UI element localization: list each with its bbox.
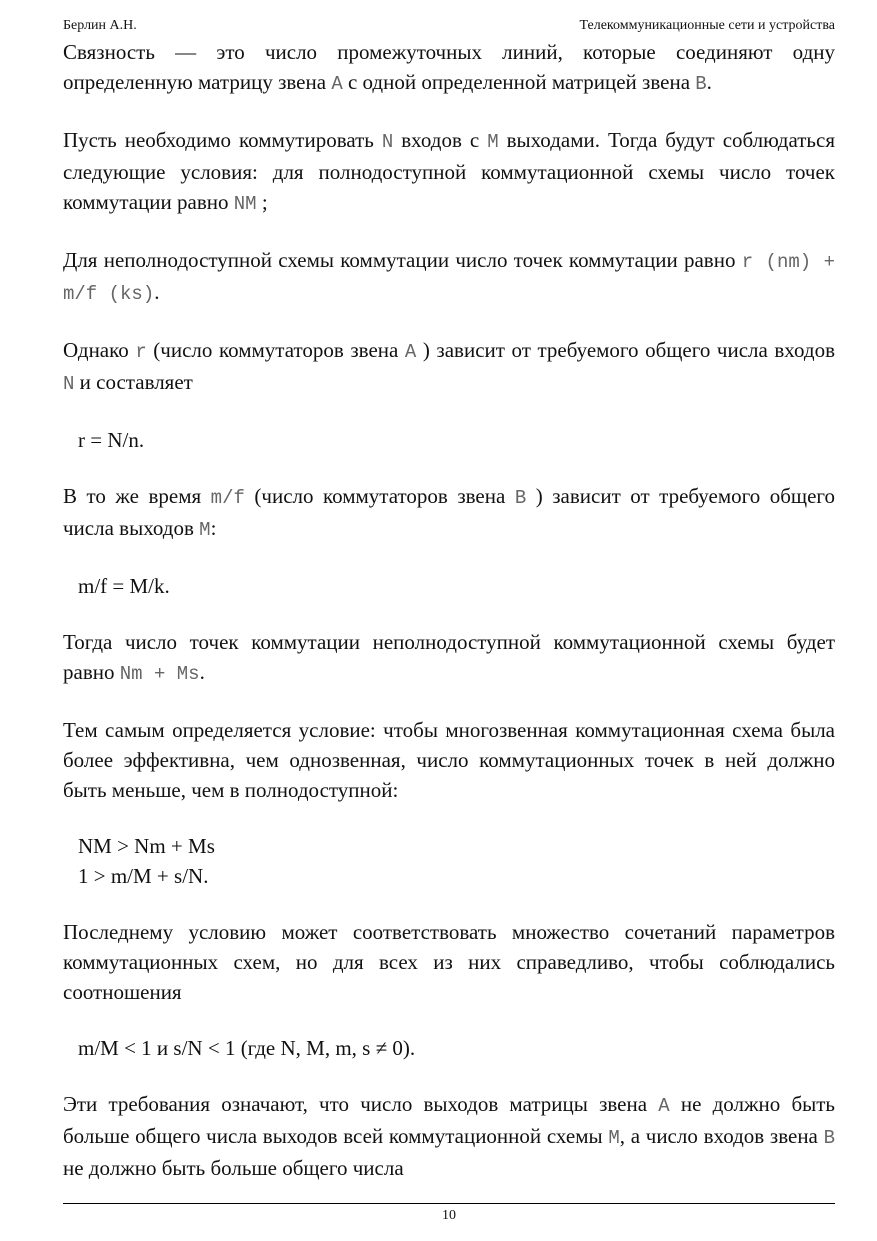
text-run: (число коммутаторов звена [244, 484, 515, 508]
formula-inequality-1: NM > Nm + Ms [78, 834, 215, 858]
text-run: Эти требования означают, что число выходов матрицы звена [63, 1092, 659, 1116]
code-term: m/f [210, 487, 245, 509]
formula-mf: m/f = M/k. [78, 574, 170, 598]
code-term: A [331, 73, 343, 95]
text-run: , а число входов звена [619, 1124, 824, 1148]
code-term: N [381, 131, 394, 153]
text-run: Связность — это число промежуточных линий, которые соединяют одну определенную матрицу звена [63, 40, 835, 94]
text-run: (число коммутаторов звена [146, 338, 405, 362]
page-number: 10 [442, 1208, 456, 1223]
text-run: и составляет [74, 370, 193, 394]
header-title: Телекоммуникационные сети и устройства [579, 18, 835, 33]
text-run: . [706, 70, 712, 94]
text-run: не должно быть больше общего числа [63, 1156, 404, 1180]
code-term: r [135, 341, 147, 363]
text-run: ) зависит от требуемого общего числа выходов [63, 484, 835, 540]
document-page [63, 0, 835, 1241]
running-header [63, 17, 835, 35]
header-author: Берлин А.Н. [63, 18, 137, 33]
code-term: M [487, 131, 499, 153]
text-run: выходами. Тогда будут соблюдаться следующие условия: для полнодоступной коммутационной схемы число точек коммутации равно [63, 128, 835, 214]
paragraph-connectivity [63, 37, 835, 99]
code-term: B [514, 487, 527, 509]
text-run: Для неполнодоступной схемы коммутации число точек коммутации равно [63, 248, 742, 272]
code-term: A [658, 1095, 670, 1117]
footer-divider [63, 1203, 835, 1204]
text-run: Пусть необходимо коммутировать [63, 128, 382, 152]
code-term: M [199, 519, 211, 541]
paragraph-r-depends [63, 335, 835, 399]
paragraph-mf-depends [63, 481, 835, 545]
page-body [63, 37, 835, 1209]
formula-ratios: m/M < 1 и s/N < 1 (где N, M, m, s ≠ 0). [78, 1036, 416, 1060]
code-term: NM [233, 193, 257, 215]
paragraph-condition: Тем самым определяется условие: чтобы многозвенная коммутационная схема была более эффективна, чем однозвенная, число коммутационных точек в ней должно быть меньше, чем в полнодоступной: [63, 718, 835, 802]
text-run: . [154, 280, 160, 304]
text-run: не должно быть больше общего числа выходов всей коммутационной схемы [63, 1092, 835, 1148]
formula-r: r = N/n. [78, 428, 145, 452]
paragraph-full-access [63, 125, 835, 219]
text-run: с одной определенной матрицей звена [342, 70, 696, 94]
paragraph-partial-access [63, 245, 835, 309]
paragraph-requirements [63, 1089, 835, 1183]
code-term: M [608, 1127, 620, 1149]
code-term: B [823, 1127, 836, 1149]
text-run: Тогда число точек коммутации неполнодоступной коммутационной схемы будет равно [63, 630, 835, 684]
code-term: r (nm) + m/f (ks) [63, 251, 835, 305]
code-term: A [404, 341, 417, 363]
text-run: : [210, 516, 217, 540]
text-run: входов с [393, 128, 488, 152]
text-run: ; [256, 190, 268, 214]
text-run: Однако [63, 338, 136, 362]
code-term: N [63, 373, 75, 395]
text-run: . [199, 660, 205, 684]
formula-inequality-2: 1 > m/M + s/N. [78, 864, 209, 888]
text-run: В то же время [63, 484, 211, 508]
paragraph-combinations: Последнему условию может соответствовать множество сочетаний параметров коммутационных схем, но для всех из них справедливо, чтобы соблюдались соотношения [63, 920, 835, 1004]
text-run: ) зависит от требуемого общего числа входов [416, 338, 836, 362]
code-term: B [695, 73, 707, 95]
code-term: Nm + Ms [119, 663, 200, 685]
paragraph-total-points [63, 627, 835, 689]
